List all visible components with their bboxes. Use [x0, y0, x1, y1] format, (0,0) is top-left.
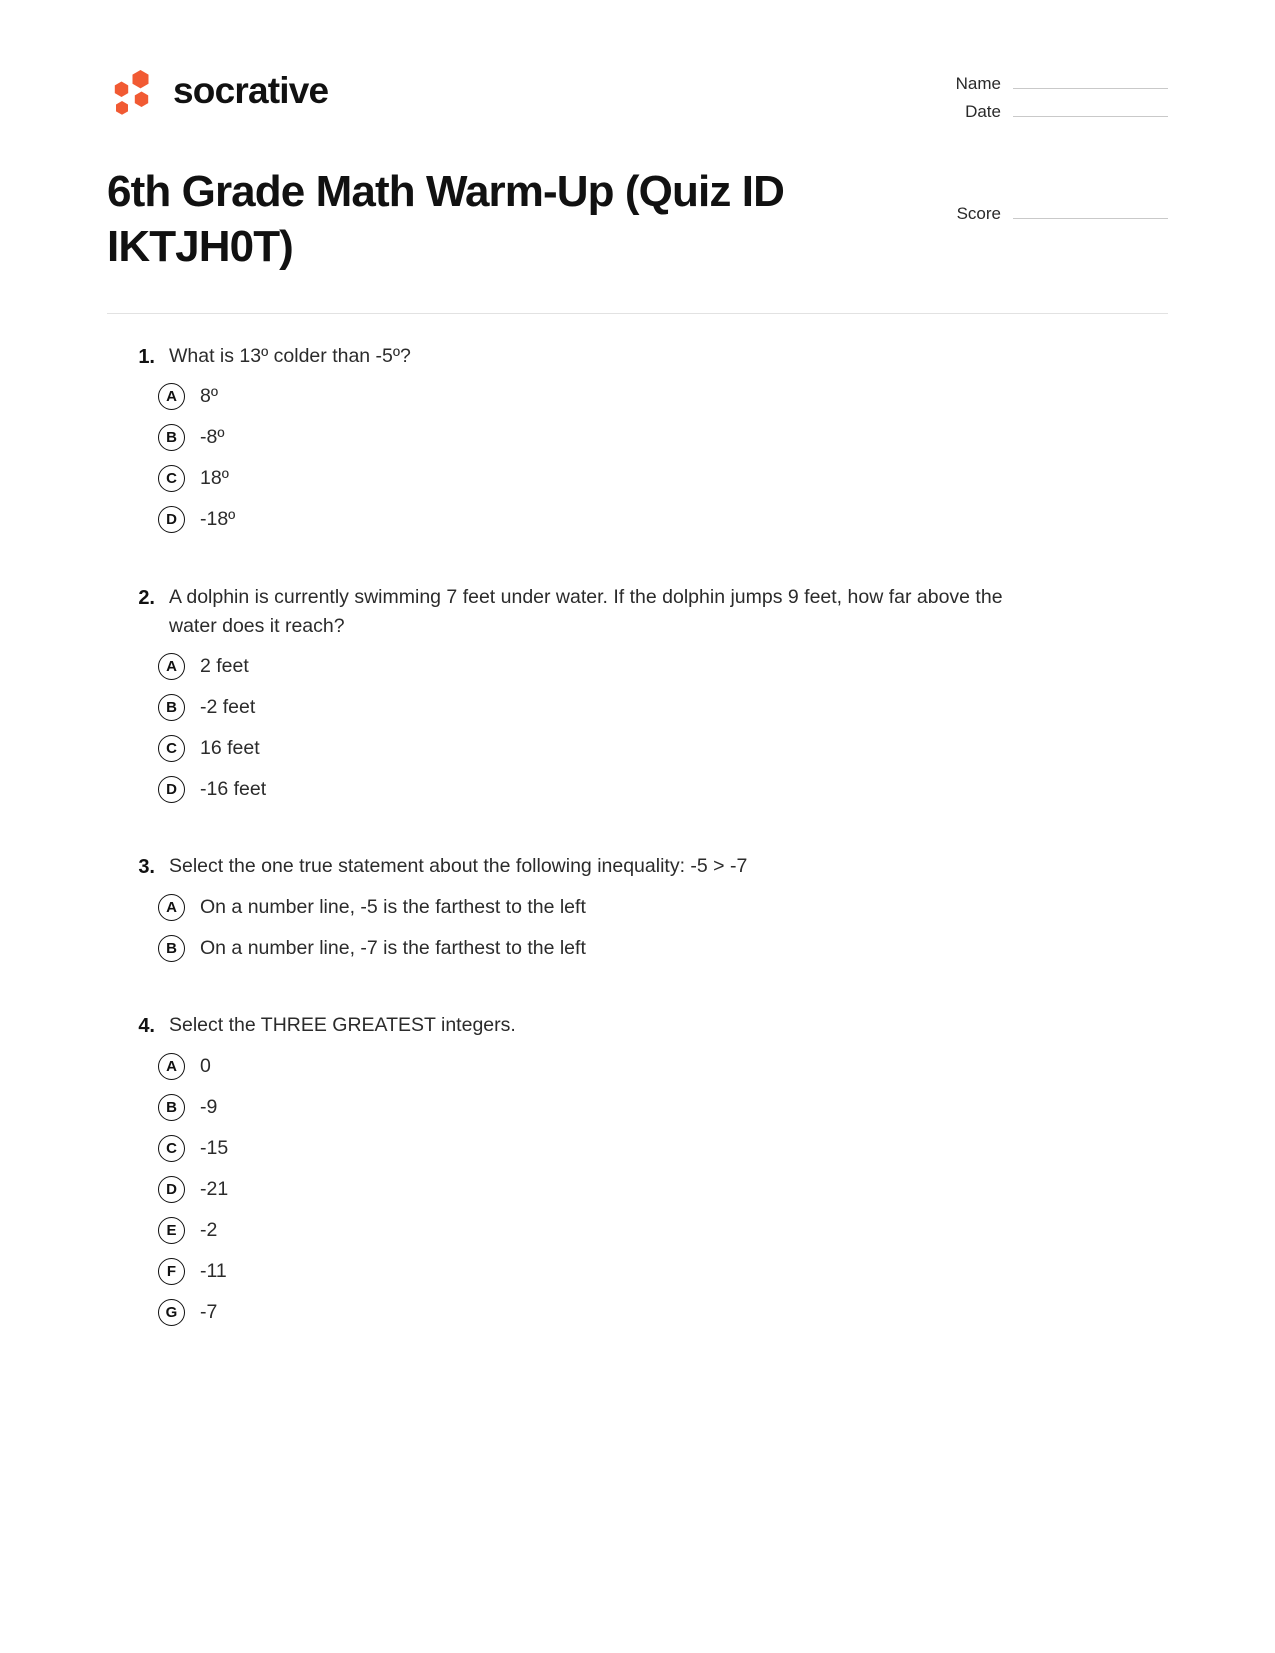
choice-option[interactable]: [107, 380, 1168, 414]
choice-text: -9: [200, 1095, 218, 1118]
choice-text: 8º: [200, 385, 218, 408]
score-field-input[interactable]: [1013, 204, 1168, 219]
page-header: [107, 0, 1168, 130]
question-text: Select the THREE GREATEST integers.: [169, 1014, 516, 1037]
choice-bubble[interactable]: B: [158, 424, 185, 451]
choice-bubble[interactable]: A: [158, 894, 185, 921]
question-heading: [107, 342, 1168, 372]
title-row: [107, 164, 1168, 275]
choice-text: 0: [200, 1054, 211, 1077]
question-number: 2.: [138, 586, 155, 609]
score-field-row: [933, 204, 1168, 224]
date-field-input[interactable]: [1013, 102, 1168, 117]
choice-option[interactable]: [107, 731, 1168, 765]
date-field-row: [933, 102, 1168, 122]
choice-bubble[interactable]: A: [158, 653, 185, 680]
choices-list: [107, 1049, 1168, 1329]
name-field-label: Name: [955, 74, 1001, 93]
question-heading: [107, 583, 1168, 642]
question-heading: [107, 852, 1168, 882]
socrative-brand: [107, 62, 328, 118]
choice-text: -11: [200, 1259, 227, 1282]
choice-bubble[interactable]: C: [158, 735, 185, 762]
choice-text: 2 feet: [200, 654, 249, 677]
choice-bubble[interactable]: D: [158, 776, 185, 803]
score-field-group: [933, 164, 1168, 232]
question-heading: [107, 1011, 1168, 1041]
choice-option[interactable]: [107, 421, 1168, 455]
choice-option[interactable]: [107, 649, 1168, 683]
question-number: 1.: [138, 345, 155, 368]
choice-text: On a number line, -5 is the farthest to the left: [200, 895, 586, 918]
choice-option[interactable]: [107, 1295, 1168, 1329]
choice-option[interactable]: [107, 1172, 1168, 1206]
choice-text: -2 feet: [200, 695, 256, 718]
choice-option[interactable]: [107, 690, 1168, 724]
choice-bubble[interactable]: B: [158, 1094, 185, 1121]
choice-text: -21: [200, 1177, 229, 1200]
header-divider: [107, 313, 1168, 314]
questions-list: [107, 342, 1168, 1330]
date-field-label: Date: [965, 102, 1001, 121]
choice-text: -7: [200, 1300, 218, 1323]
choice-bubble[interactable]: C: [158, 465, 185, 492]
question-item: [107, 1011, 1168, 1329]
page-title: 6th Grade Math Warm-Up (Quiz ID IKTJH0T): [107, 167, 784, 272]
question-item: [107, 583, 1168, 807]
choice-text: 16 feet: [200, 736, 260, 759]
name-field-row: [933, 74, 1168, 94]
choice-option[interactable]: [107, 1090, 1168, 1124]
choice-bubble[interactable]: C: [158, 1135, 185, 1162]
choice-text: -2: [200, 1218, 218, 1241]
choice-option[interactable]: [107, 772, 1168, 806]
choice-bubble[interactable]: F: [158, 1258, 185, 1285]
question-text: Select the one true statement about the following inequality: -5 > -7: [169, 855, 748, 878]
question-text: A dolphin is currently swimming 7 feet under water. If the dolphin jumps 9 feet, how far above the water does it reach?: [169, 585, 1003, 638]
name-field-input[interactable]: [1013, 74, 1168, 89]
choice-option[interactable]: [107, 890, 1168, 924]
choices-list: [107, 380, 1168, 537]
score-field-label: Score: [956, 204, 1001, 223]
question-number: 3.: [138, 856, 155, 879]
question-item: [107, 342, 1168, 537]
choice-option[interactable]: [107, 1131, 1168, 1165]
choice-option[interactable]: [107, 1049, 1168, 1083]
choice-text: On a number line, -7 is the farthest to the left: [200, 936, 586, 959]
choices-list: [107, 890, 1168, 965]
choice-text: -15: [200, 1136, 229, 1159]
choice-option[interactable]: [107, 503, 1168, 537]
choice-bubble[interactable]: A: [158, 1053, 185, 1080]
choice-bubble[interactable]: B: [158, 694, 185, 721]
choice-bubble[interactable]: G: [158, 1299, 185, 1326]
choice-text: -16 feet: [200, 777, 267, 800]
choice-text: 18º: [200, 467, 229, 490]
choice-option[interactable]: [107, 462, 1168, 496]
student-meta-fields: [933, 62, 1168, 130]
choice-text: -18º: [200, 508, 236, 531]
choice-bubble[interactable]: A: [158, 383, 185, 410]
choice-option[interactable]: [107, 1254, 1168, 1288]
choice-option[interactable]: [107, 1213, 1168, 1247]
choice-bubble[interactable]: B: [158, 935, 185, 962]
brand-name: socrative: [173, 69, 329, 111]
choices-list: [107, 649, 1168, 806]
choice-option[interactable]: [107, 931, 1168, 965]
question-number: 4.: [138, 1015, 155, 1038]
question-item: [107, 852, 1168, 965]
choice-text: -8º: [200, 426, 225, 449]
choice-bubble[interactable]: D: [158, 506, 185, 533]
socrative-hexagon-logo-icon: [107, 64, 159, 116]
choice-bubble[interactable]: E: [158, 1217, 185, 1244]
question-text: What is 13º colder than -5º?: [169, 344, 411, 367]
choice-bubble[interactable]: D: [158, 1176, 185, 1203]
